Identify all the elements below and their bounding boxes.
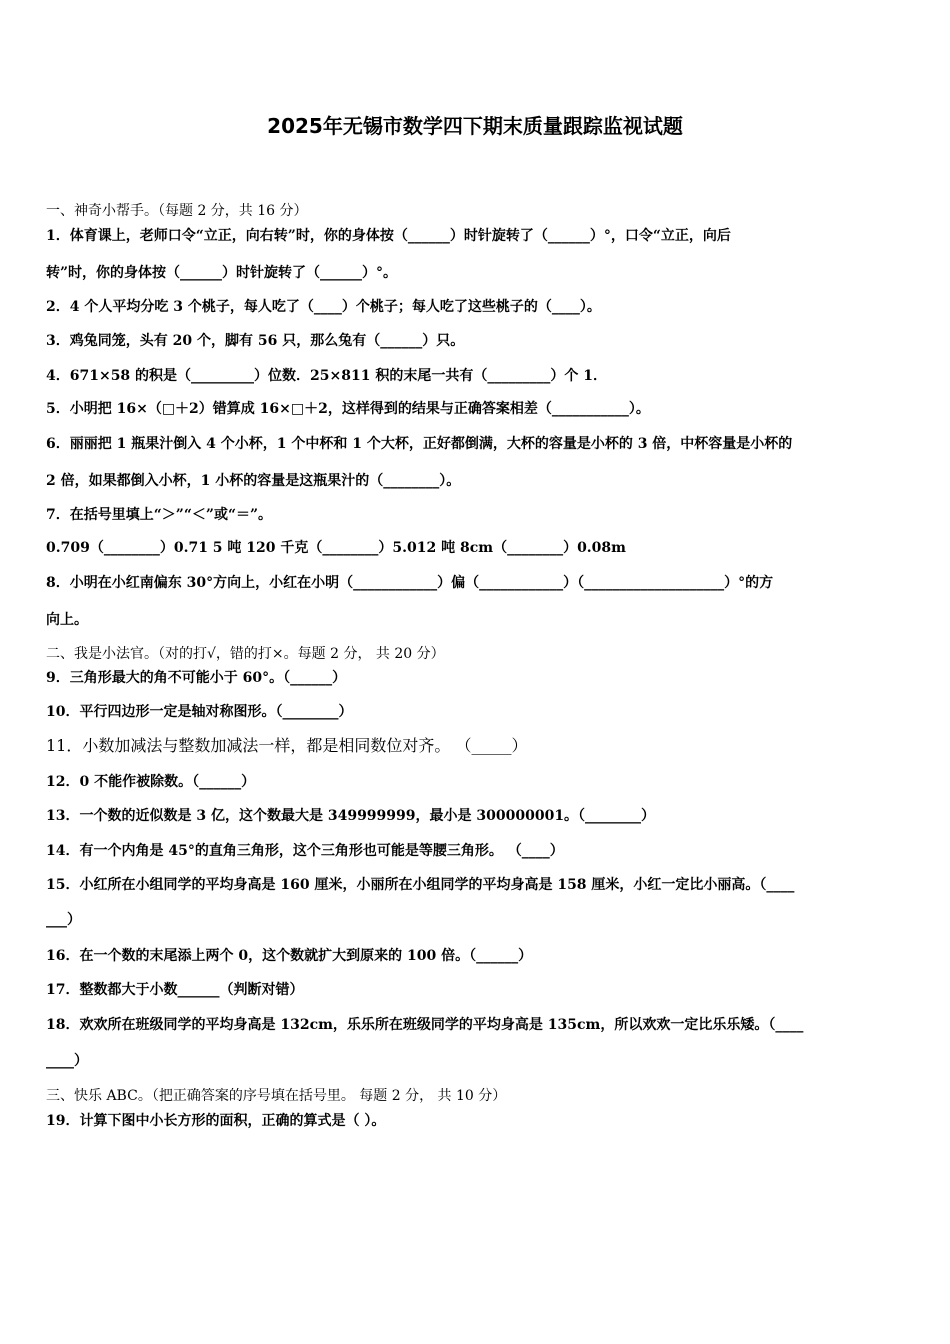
question-3: 3．鸡兔同笼，头有 20 个，脚有 56 只，那么兔有（______）只。 <box>46 333 465 349</box>
question-1-line-2: 转”时，你的身体按（______）时针旋转了（______）°。 <box>46 265 398 281</box>
question-7-prompt: 7．在括号里填上“＞”“＜”或“＝”。 <box>46 507 273 523</box>
question-8-line-1: 8．小明在小红南偏东 30°方向上，小红在小明（____________）偏（____________）（____________________）°的方 <box>46 575 774 591</box>
question-17: 17．整数都大于小数______（判断对错） <box>46 982 304 998</box>
question-19: 19．计算下图中小长方形的面积，正确的算式是（ ）。 <box>46 1113 386 1129</box>
section-3-heading: 三、快乐 ABC。（把正确答案的序号填在括号里。 每题 2 分， 共 10 分） <box>46 1088 507 1104</box>
question-6-line-2: 2 倍，如果都倒入小杯，1 小杯的容量是这瓶果汁的（________）。 <box>46 473 461 489</box>
section-2-heading: 二、我是小法官。（对的打√，错的打×。每题 2 分， 共 20 分） <box>46 646 445 662</box>
question-15-line-1: 15．小红所在小组同学的平均身高是 160 厘米，小丽所在小组同学的平均身高是 158 厘米，小红一定比小丽高。（____ <box>46 877 795 893</box>
question-7-items: 0.709（________）0.71 5 吨 120 千克（________）5.012 吨 8cm（________）0.08m <box>46 540 626 556</box>
question-18-line-2: ____） <box>46 1053 88 1069</box>
question-15-line-2: ___） <box>46 912 81 928</box>
question-14: 14．有一个内角是 45°的直角三角形，这个三角形也可能是等腰三角形。 （____） <box>46 843 564 859</box>
question-4: 4．671×58 的积是（_________）位数．25×811 积的末尾一共有（_________）个 1． <box>46 368 607 384</box>
question-9: 9．三角形最大的角不可能小于 60°。（______） <box>46 670 347 686</box>
page-title: 2025年无锡市数学四下期末质量跟踪监视试题 <box>267 114 683 138</box>
question-10: 10．平行四边形一定是轴对称图形。（________） <box>46 704 353 720</box>
section-1-heading: 一、神奇小帮手。（每题 2 分，共 16 分） <box>46 203 308 219</box>
question-6-line-1: 6．丽丽把 1 瓶果汁倒入 4 个小杯，1 个中杯和 1 个大杯，正好都倒满，大杯的容量是小杯的 3 倍，中杯容量是小杯的 <box>46 436 793 452</box>
question-8-line-2: 向上。 <box>46 612 88 628</box>
question-16: 16．在一个数的末尾添上两个 0，这个数就扩大到原来的 100 倍。（______） <box>46 948 533 964</box>
question-1-line-1: 1．体育课上，老师口令“立正，向右转”时，你的身体按（______）时针旋转了（______）°，口令“立正，向后 <box>46 228 731 244</box>
question-2: 2．4 个人平均分吃 3 个桃子，每人吃了（____）个桃子；每人吃了这些桃子的（____）。 <box>46 299 601 315</box>
question-12: 12．0 不能作被除数。（______） <box>46 774 256 790</box>
question-13: 13．一个数的近似数是 3 亿，这个数最大是 349999999，最小是 300000001。（________） <box>46 808 656 824</box>
question-11: 11．小数加减法与整数加减法一样，都是相同数位对齐。 （_____） <box>46 736 528 755</box>
question-5: 5．小明把 16×（□＋2）错算成 16×□＋2，这样得到的结果与正确答案相差（___________）。 <box>46 401 650 417</box>
question-18-line-1: 18．欢欢所在班级同学的平均身高是 132cm，乐乐所在班级同学的平均身高是 135cm，所以欢欢一定比乐乐矮。（____ <box>46 1017 804 1033</box>
